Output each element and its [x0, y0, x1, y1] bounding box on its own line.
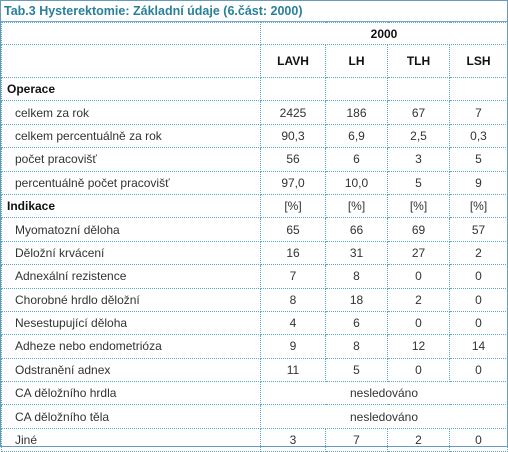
value-cell: 18 — [326, 288, 388, 311]
value-cell: 3 — [388, 148, 450, 171]
table-title: Tab.3 Hysterektomie: Základní údaje (6.část: 2000) — [1, 1, 507, 22]
corner-cell — [2, 45, 261, 78]
row-label: percentuálně počet pracovišť — [2, 171, 261, 194]
value-cell: 9 — [450, 171, 508, 194]
table-row — [2, 358, 508, 381]
row-label: počet pracovišť — [2, 148, 261, 171]
row-label: Chorobné hrdlo děložní — [2, 288, 261, 311]
section-row — [2, 78, 508, 101]
value-cell: 8 — [261, 288, 326, 311]
value-cell: 65 — [261, 218, 326, 241]
value-cell: 12 — [388, 335, 450, 358]
value-cell: 5 — [326, 358, 388, 381]
row-label: Adnexální rezistence — [2, 265, 261, 288]
row-label: celkem za rok — [2, 101, 261, 124]
value-cell: 10,0 — [326, 171, 388, 194]
value-cell: 67 — [388, 101, 450, 124]
value-cell: 9 — [261, 335, 326, 358]
value-cell: 0 — [450, 265, 508, 288]
corner-cell — [2, 23, 261, 45]
value-cell: 7 — [450, 101, 508, 124]
value-cell: 66 — [326, 218, 388, 241]
column-header: LSH — [450, 45, 508, 78]
table-row — [2, 265, 508, 288]
value-cell: 7 — [326, 428, 388, 451]
value-cell: 2425 — [261, 101, 326, 124]
merged-cell: nesledováno — [261, 382, 508, 405]
row-label: Odstranění adnex — [2, 358, 261, 381]
value-cell: 2 — [388, 288, 450, 311]
section-unit: [%] — [261, 194, 326, 217]
section-heading: Indikace — [2, 194, 261, 217]
section-heading: Operace — [2, 78, 261, 101]
table-row — [2, 218, 508, 241]
value-cell: 6,9 — [326, 124, 388, 147]
value-cell: 5 — [388, 171, 450, 194]
value-cell: 8 — [326, 335, 388, 358]
row-label: CA děložního hrdla — [2, 382, 261, 405]
value-cell: 14 — [450, 335, 508, 358]
column-header: LAVH — [261, 45, 326, 78]
value-cell: 4 — [261, 311, 326, 334]
column-header: TLH — [388, 45, 450, 78]
value-cell: 0 — [388, 311, 450, 334]
value-cell: 7 — [261, 265, 326, 288]
value-cell: 57 — [450, 218, 508, 241]
table-row — [2, 124, 508, 147]
table-row — [2, 288, 508, 311]
section-unit — [261, 78, 326, 101]
value-cell: 0 — [450, 358, 508, 381]
value-cell: 0 — [388, 265, 450, 288]
value-cell: 11 — [261, 358, 326, 381]
value-cell: 31 — [326, 241, 388, 264]
row-label: Děložní krvácení — [2, 241, 261, 264]
table-row — [2, 171, 508, 194]
value-cell: 3 — [261, 428, 326, 451]
row-label: CA děložního těla — [2, 405, 261, 428]
table-row — [2, 382, 508, 405]
value-cell: 27 — [388, 241, 450, 264]
column-header: LH — [326, 45, 388, 78]
value-cell: 97,0 — [261, 171, 326, 194]
value-cell: 0 — [450, 288, 508, 311]
row-label: Jiné — [2, 428, 261, 451]
row-label: celkem percentuálně za rok — [2, 124, 261, 147]
table-row — [2, 101, 508, 124]
value-cell: 5 — [450, 148, 508, 171]
section-unit — [450, 78, 508, 101]
section-unit — [326, 78, 388, 101]
value-cell: 6 — [326, 148, 388, 171]
value-cell: 0,3 — [450, 124, 508, 147]
data-table — [1, 22, 508, 452]
merged-cell: nesledováno — [261, 405, 508, 428]
value-cell: 56 — [261, 148, 326, 171]
section-unit: [%] — [326, 194, 388, 217]
value-cell: 8 — [326, 265, 388, 288]
year-header-row — [2, 23, 508, 45]
section-row — [2, 194, 508, 217]
table-row — [2, 428, 508, 451]
value-cell: 2 — [450, 241, 508, 264]
table-row — [2, 405, 508, 428]
table-row — [2, 148, 508, 171]
value-cell: 0 — [450, 428, 508, 451]
table-row — [2, 241, 508, 264]
value-cell: 6 — [326, 311, 388, 334]
value-cell: 0 — [450, 311, 508, 334]
row-label: Nesestupující děloha — [2, 311, 261, 334]
table-row — [2, 311, 508, 334]
value-cell: 0 — [388, 358, 450, 381]
value-cell: 16 — [261, 241, 326, 264]
row-label: Myomatozní děloha — [2, 218, 261, 241]
value-cell: 186 — [326, 101, 388, 124]
section-unit: [%] — [388, 194, 450, 217]
value-cell: 2,5 — [388, 124, 450, 147]
value-cell: 2 — [388, 428, 450, 451]
section-unit — [388, 78, 450, 101]
section-unit: [%] — [450, 194, 508, 217]
value-cell: 69 — [388, 218, 450, 241]
table-row — [2, 335, 508, 358]
year-header: 2000 — [261, 23, 508, 45]
row-label: Adheze nebo endometrióza — [2, 335, 261, 358]
column-header-row — [2, 45, 508, 78]
value-cell: 90,3 — [261, 124, 326, 147]
